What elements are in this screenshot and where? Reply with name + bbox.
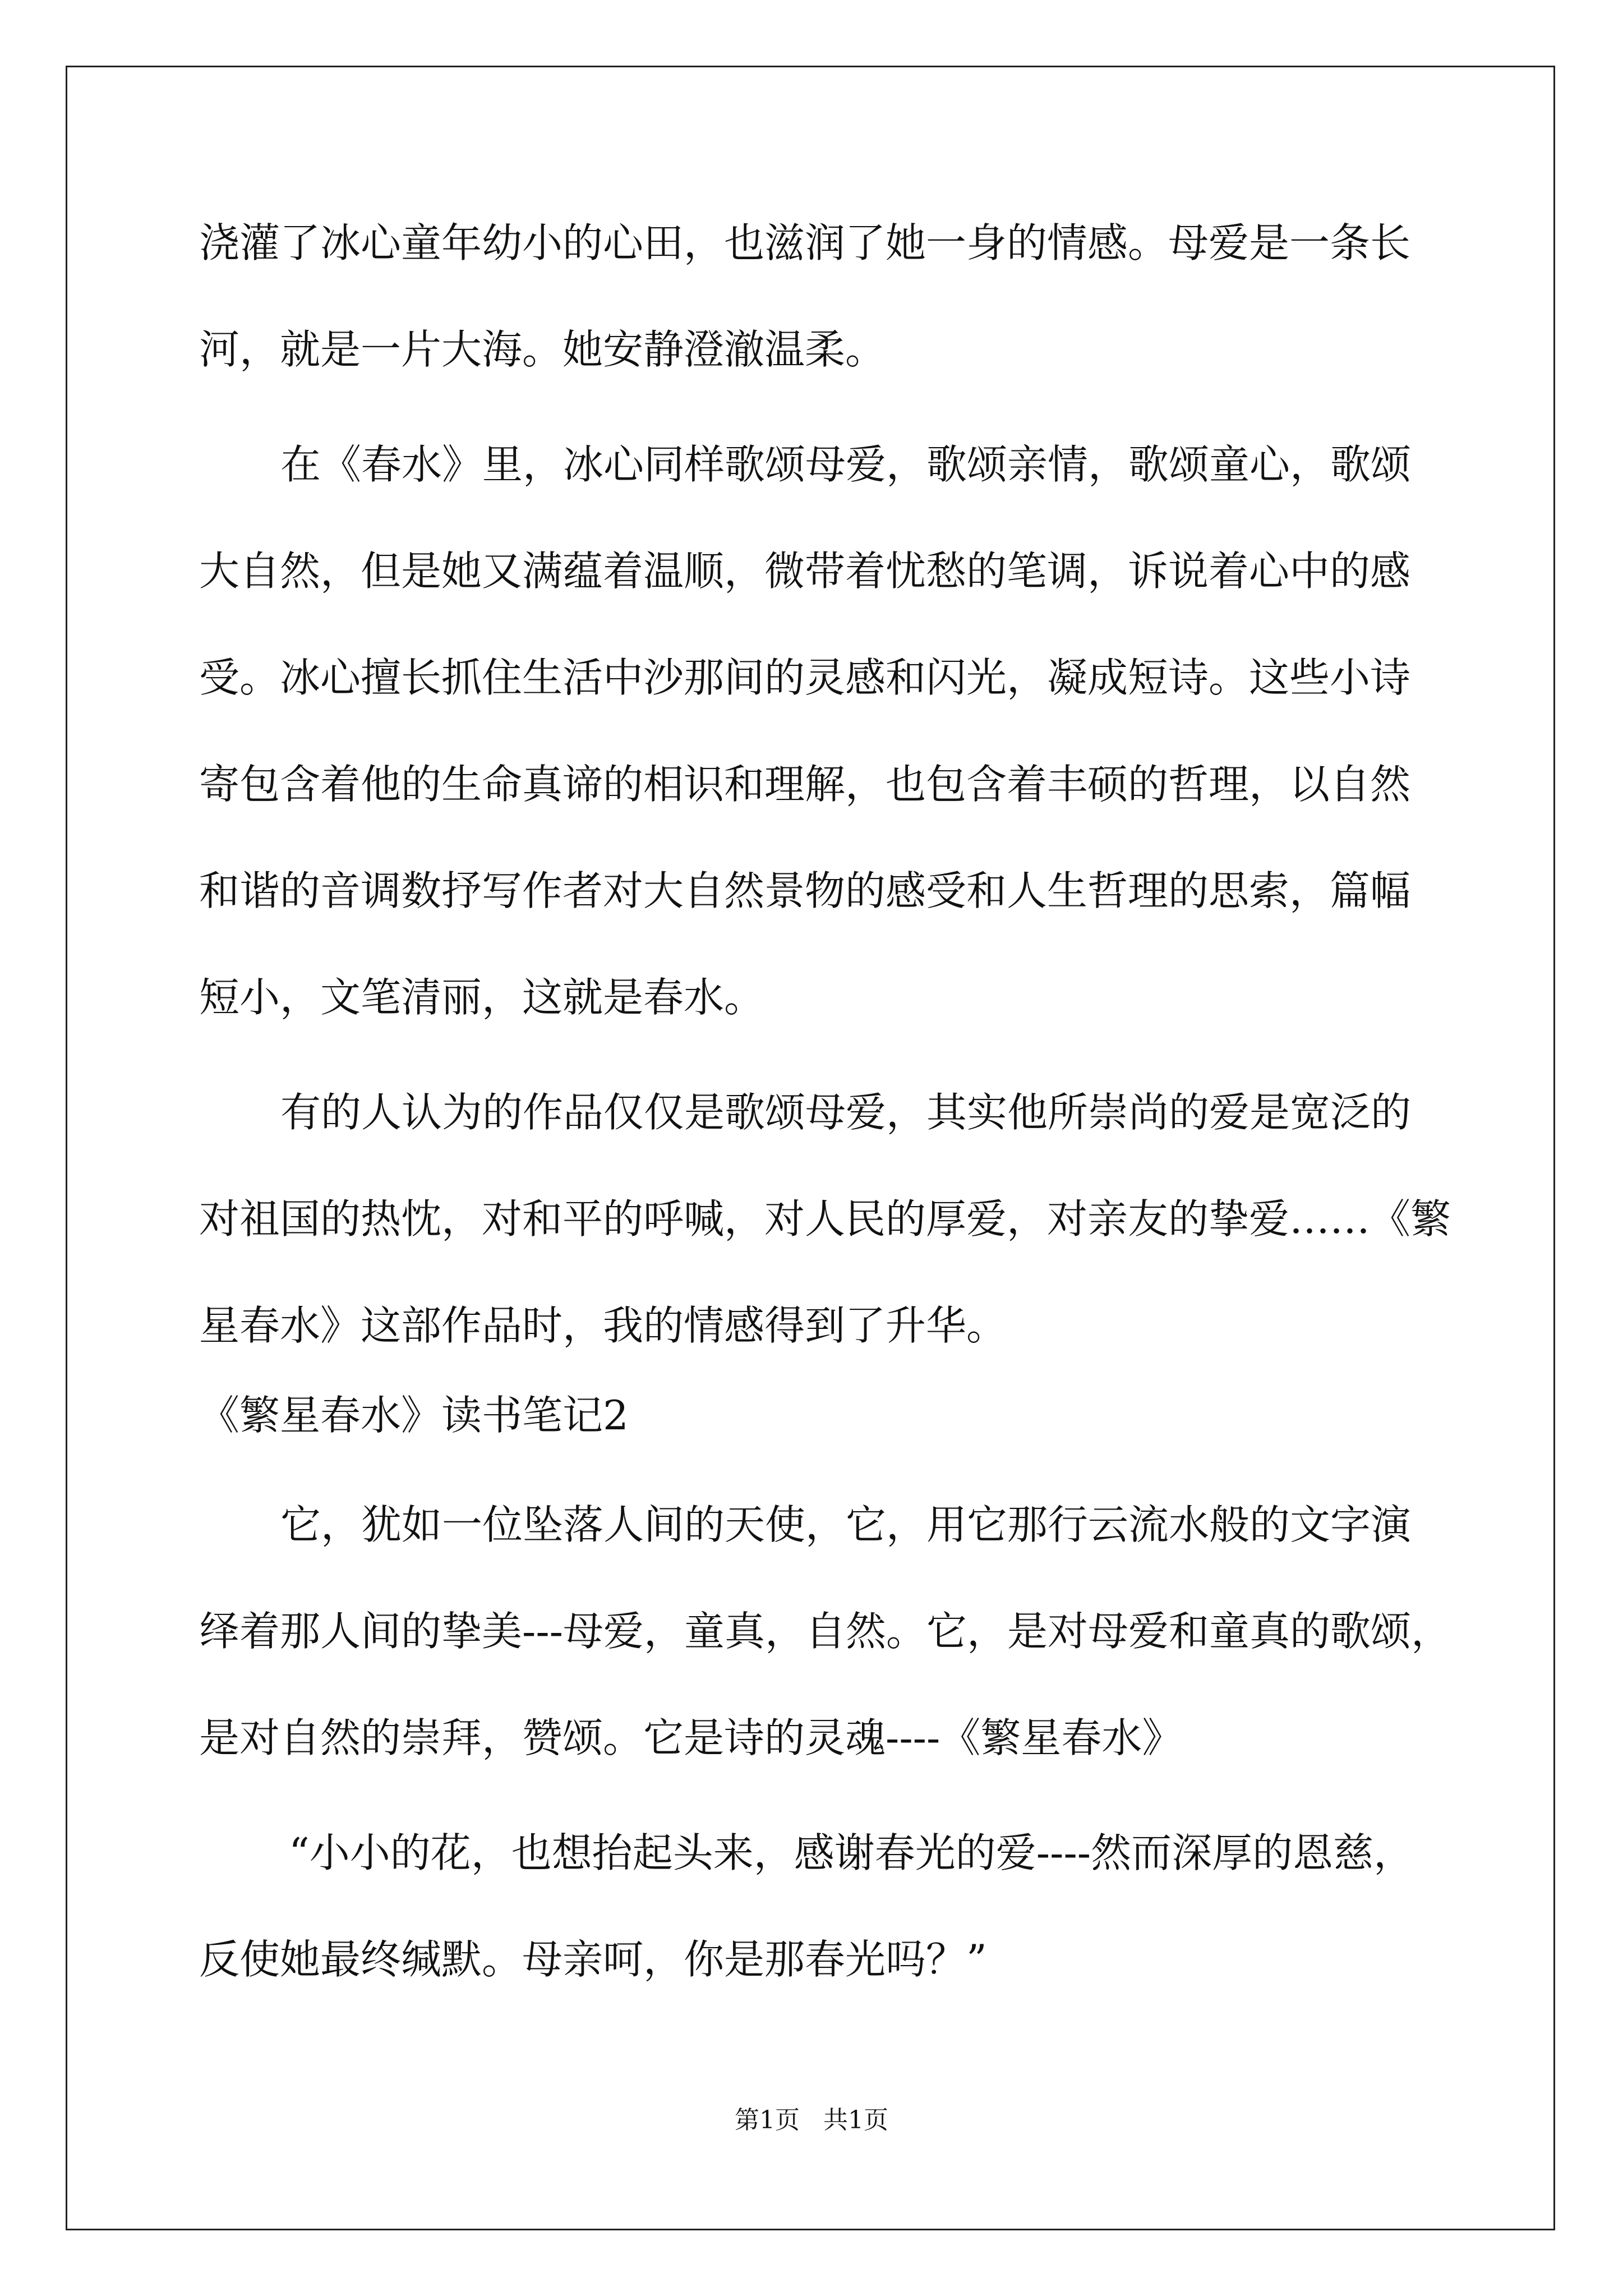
paragraph-line: 浇灌了冰心童年幼小的心田，也滋润了她一身的情感。母爱是一条长 bbox=[199, 219, 1411, 266]
paragraph-line: 绎着那人间的挚美---母爱，童真，自然。它，是对母爱和童真的歌颂， bbox=[199, 1608, 1451, 1655]
paragraph-line: 对祖国的热忱，对和平的呼喊，对人民的厚爱，对亲友的挚爱……《繁 bbox=[199, 1195, 1451, 1243]
paragraph-line: 在《春水》里，冰心同样歌颂母爱，歌颂亲情，歌颂童心，歌颂 bbox=[280, 441, 1412, 488]
paragraph-line: 河，就是一片大海。她安静澄澈温柔。 bbox=[199, 326, 886, 373]
paragraph-line: 大自然，但是她又满蕴着温顺，微带着忧愁的笔调，诉说着心中的感 bbox=[199, 547, 1411, 595]
page-number-footer: 第1页 共1页 bbox=[735, 2106, 888, 2134]
paragraph-line: 寄包含着他的生命真谛的相识和理解，也包含着丰硕的哲理，以自然 bbox=[199, 761, 1411, 808]
page-border bbox=[66, 66, 1555, 2230]
paragraph-line: 是对自然的崇拜，赞颂。它是诗的灵魂----《繁星春水》 bbox=[199, 1714, 1183, 1761]
quote-line: “小小的花，也想抬起头来，感谢春光的爱----然而深厚的恩慈， bbox=[289, 1829, 1414, 1876]
paragraph-line: 短小，文笔清丽，这就是春水。 bbox=[199, 974, 765, 1021]
paragraph-line: 它，犹如一位坠落人间的天使，它，用它那行云流水般的文字演 bbox=[280, 1501, 1412, 1548]
paragraph-line: 和谐的音调数抒写作者对大自然景物的感受和人生哲理的思索，篇幅 bbox=[199, 867, 1411, 914]
paragraph-line: 有的人认为的作品仅仅是歌颂母爱，其实他所崇尚的爱是宽泛的 bbox=[280, 1089, 1412, 1136]
section-heading: 《繁星春水》读书笔记2 bbox=[199, 1392, 629, 1439]
paragraph-line: 星春水》这部作品时，我的情感得到了升华。 bbox=[199, 1302, 1007, 1349]
paragraph-line: 受。冰心擅长抓住生活中沙那间的灵感和闪光，凝成短诗。这些小诗 bbox=[199, 654, 1411, 701]
quote-line: 反使她最终缄默。母亲呵，你是那春光吗？” bbox=[199, 1936, 987, 1983]
